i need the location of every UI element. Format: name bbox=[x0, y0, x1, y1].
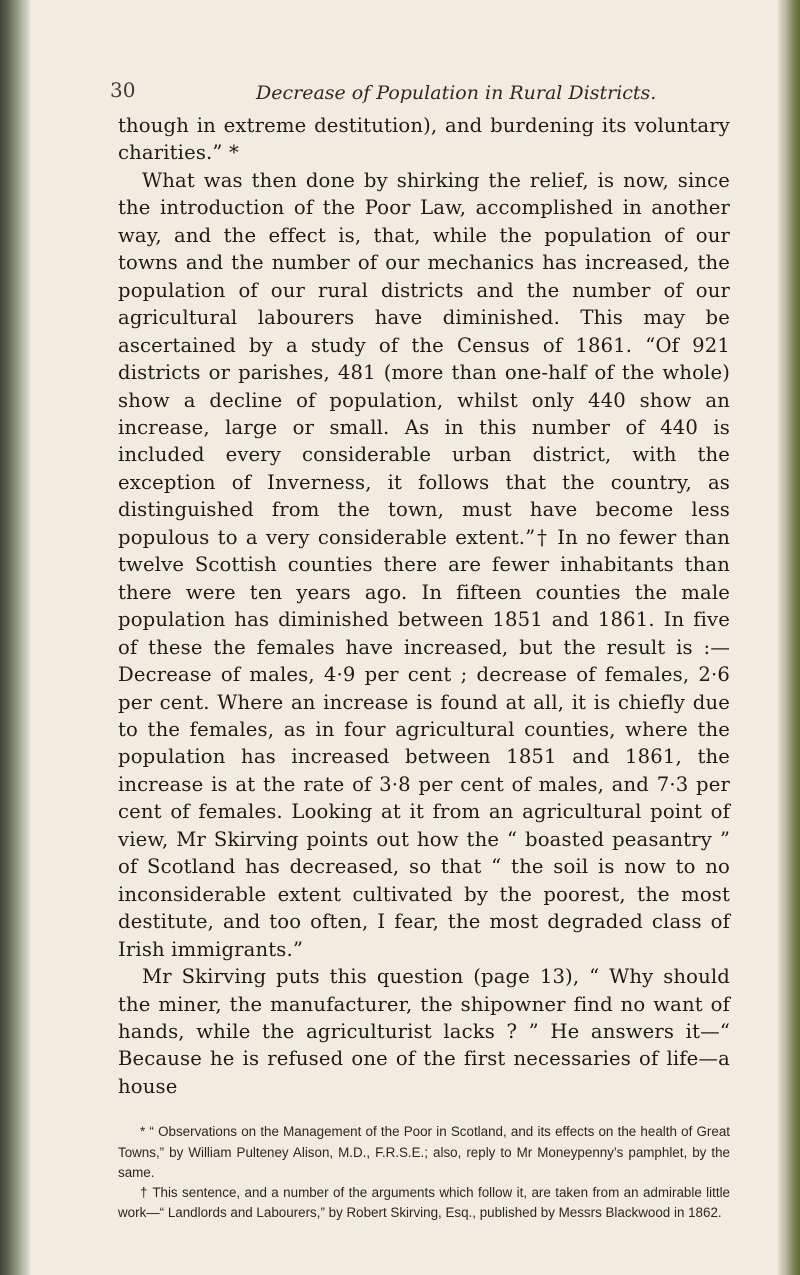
footnote-dagger: † This sentence, and a number of the arguments which follow it, are taken from an admirable little work—“ Landlords and Labourers,” by Robert Skirving, Esq., published by Messrs Blackwood in 1862. bbox=[118, 1184, 730, 1221]
body-text bbox=[118, 112, 730, 1100]
running-title: Decrease of Population in Rural Districts. bbox=[256, 82, 657, 104]
page-number: 30 bbox=[110, 78, 136, 102]
paragraph-continuation: though in extreme destitution), and burdening its voluntary charities.” * bbox=[118, 114, 730, 165]
paragraph-census: What was then done by shirking the relief, is now, since the introduction of the Poor Law, accomplished in another way, and the effect is, that, while the population of our towns and the number of our mechanics has increased, the population of our rural districts and the number of our agricultural labourers have diminished. This may be ascertained by a study of the Census of 1861. “Of 921 districts or parishes, 481 (more than one-half of the whole) show a decline of population, whilst only 440 show an increase, large or small. As in this number of 440 is included every considerable urban district, with the exception of Inverness, it follows that the country, as distinguished from the town, must have become less populous to a very considerable extent.”† In no fewer than twelve Scottish counties there are fewer inhabitants than there were ten years ago. In fifteen counties the male population has diminished between 1851 and 1861. In five of these the females have increased, but the result is :—Decrease of males, 4·9 per cent ; decrease of females, 2·6 per cent. Where an increase is found at all, it is chiefly due to the females, as in four agricultural counties, where the population has increased between 1851 and 1861, the increase is at the rate of 3·8 per cent of males, and 7·3 per cent of females. Looking at it from an agricultural point of view, Mr Skirving points out how the “ boasted peasantry ” of Scotland has decreased, so that “ the soil is now to no inconsiderable extent cultivated by the poorest, the most destitute, and too often, I fear, the most degraded class of Irish immigrants.” bbox=[118, 168, 730, 961]
footnote-asterisk: * “ Observations on the Management of the Poor in Scotland, and its effects on the health of Great Towns,” by William Pulteney Alison, M.D., F.R.S.E.; also, reply to Mr Moneypenny’s pamphlet, by the same. bbox=[118, 1124, 730, 1180]
scan-right-edge bbox=[778, 0, 800, 1275]
page-header bbox=[110, 78, 730, 112]
scan-left-edge bbox=[0, 0, 30, 1275]
paragraph-skirving-question: Mr Skirving puts this question (page 13), “ Why should the miner, the manufacturer, the shipowner find no want of hands, while the agriculturist lacks ? ” He answers it—“ Because he is refused one of the first necessaries of life—a house bbox=[118, 965, 730, 1098]
footnotes bbox=[118, 1122, 730, 1223]
book-page bbox=[110, 78, 730, 1223]
